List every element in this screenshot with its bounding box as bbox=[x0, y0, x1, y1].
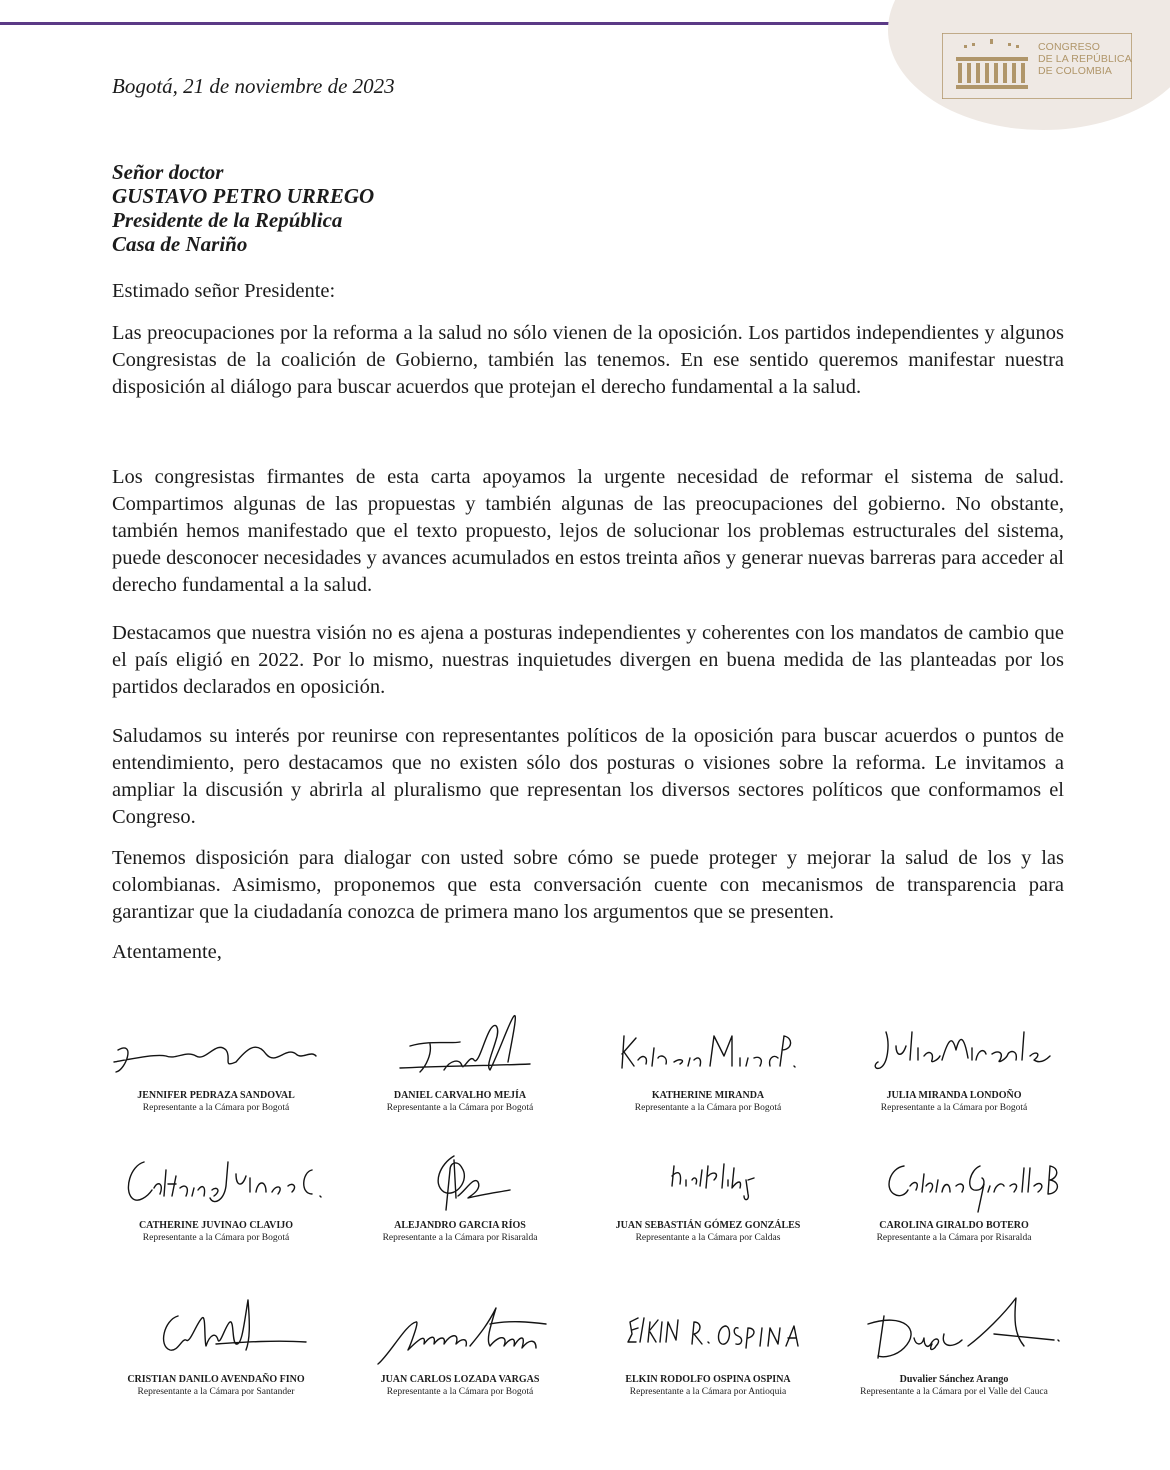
signature-image bbox=[350, 1294, 570, 1374]
body-paragraph: Los congresistas firmantes de esta carta apoyamos la urgente necesidad de reformar el sistema de salud. Compartimos algunas de las propuestas y también algunas de las preocupaciones del gobierno. No obstante, también hemos manifestado que el texto propuesto, lejos de solucionar los problemas estructurales del sistema, puede desconocer necesidades y avances acumulados en estos treinta años y generar nuevas barreras para acceder al derecho fundamental a la salud. bbox=[112, 466, 1064, 596]
signatory-name: ALEJANDRO GARCIA RÍOS bbox=[394, 1220, 526, 1231]
signatory-role: Representante a la Cámara por Bogotá bbox=[386, 1103, 534, 1113]
signatory-role: Representante a la Cámara por Antioquia bbox=[629, 1387, 787, 1397]
signature-block bbox=[96, 1140, 336, 1244]
signature-block bbox=[96, 1294, 336, 1398]
signature-image bbox=[844, 1010, 1064, 1090]
signatory-name: KATHERINE MIRANDA bbox=[651, 1090, 765, 1101]
signatory-name: CRISTIAN DANILO AVENDAÑO FINO bbox=[127, 1374, 305, 1385]
signatory-role: Representante a la Cámara por Caldas bbox=[635, 1233, 781, 1243]
closing: Atentamente, bbox=[112, 941, 222, 963]
signature-block bbox=[834, 1294, 1074, 1398]
signatory-role: Representante a la Cámara por Risaralda bbox=[876, 1233, 1032, 1243]
header-accent-line bbox=[0, 22, 895, 25]
signature-image bbox=[106, 1294, 326, 1374]
signature-image bbox=[350, 1010, 570, 1090]
signature-image bbox=[598, 1294, 818, 1374]
signature-block bbox=[834, 1140, 1074, 1244]
signatory-role: Representante a la Cámara por Bogotá bbox=[142, 1233, 290, 1243]
addressee-line: Señor doctor bbox=[112, 160, 224, 184]
signatory-name: JULIA MIRANDA LONDOÑO bbox=[886, 1090, 1022, 1101]
signature-image bbox=[844, 1294, 1064, 1374]
signature-image bbox=[598, 1140, 818, 1220]
signature-image bbox=[350, 1140, 570, 1220]
signatory-role: Representante a la Cámara por Bogotá bbox=[634, 1103, 782, 1113]
signature-block bbox=[588, 1294, 828, 1398]
logo-line: CONGRESO bbox=[1038, 41, 1101, 53]
signature-image bbox=[598, 1010, 818, 1090]
logo-line: DE COLOMBIA bbox=[1038, 65, 1113, 77]
signature-block bbox=[340, 1140, 580, 1244]
signatory-name: DANIEL CARVALHO MEJÍA bbox=[393, 1090, 527, 1101]
addressee-line: GUSTAVO PETRO URREGO bbox=[112, 184, 375, 208]
signatory-role: Representante a la Cámara por Bogotá bbox=[142, 1103, 290, 1113]
body-paragraph: Tenemos disposición para dialogar con usted sobre cómo se puede proteger y mejorar la salud de los y las colombianas. Asimismo, proponemos que esta conversación cuente con mecanismos de transparencia para garantizar que la ciudadanía conozca de primera mano los argumentos que se presenten. bbox=[112, 847, 1064, 923]
signature-image bbox=[106, 1010, 326, 1090]
signature-block bbox=[588, 1140, 828, 1244]
signatory-role: Representante a la Cámara por el Valle del Cauca bbox=[860, 1387, 1048, 1397]
addressee-line: Presidente de la República bbox=[112, 208, 343, 232]
signatory-name: CATHERINE JUVINAO CLAVIJO bbox=[138, 1220, 294, 1231]
signature-block bbox=[588, 1010, 828, 1114]
signatory-name: JENNIFER PEDRAZA SANDOVAL bbox=[137, 1090, 295, 1101]
signatory-role: Representante a la Cámara por Risaralda bbox=[382, 1233, 538, 1243]
signatory-name: CAROLINA GIRALDO BOTERO bbox=[879, 1220, 1029, 1231]
signature-image bbox=[106, 1140, 326, 1220]
signatory-name: JUAN CARLOS LOZADA VARGAS bbox=[380, 1374, 540, 1385]
body-paragraph: Destacamos que nuestra visión no es ajena a posturas independientes y coherentes con los mandatos de cambio que el país eligió en 2022. Por lo mismo, nuestras inquietudes divergen en buena medida de las planteadas por los partidos declarados en oposición. bbox=[112, 622, 1064, 698]
signatory-role: Representante a la Cámara por Santander bbox=[137, 1387, 295, 1397]
signature-block bbox=[340, 1010, 580, 1114]
addressee-line: Casa de Nariño bbox=[112, 232, 248, 256]
signatory-name: Duvalier Sánchez Arango bbox=[899, 1374, 1009, 1385]
logo-line: DE LA REPÚBLICA bbox=[1038, 53, 1132, 65]
signatory-role: Representante a la Cámara por Bogotá bbox=[880, 1103, 1028, 1113]
congress-logo-text bbox=[1038, 41, 1132, 77]
letter-date: Bogotá, 21 de noviembre de 2023 bbox=[112, 74, 395, 98]
addressee-block bbox=[112, 160, 374, 256]
congress-logo bbox=[942, 33, 1132, 99]
salutation: Estimado señor Presidente: bbox=[112, 280, 336, 302]
signature-block bbox=[834, 1010, 1074, 1114]
body-paragraph: Las preocupaciones por la reforma a la salud no sólo vienen de la oposición. Los partidos independientes y algunos Congresistas de la coalición de Gobierno, también las tenemos. En ese sentido queremos manifestar nuestra disposición al diálogo para buscar acuerdos que protejan el derecho fundamental a la salud. bbox=[112, 322, 1064, 398]
body-paragraph: Saludamos su interés por reunirse con representantes políticos de la oposición para buscar acuerdos o puntos de entendimiento, pero destacamos que no existen sólo dos posturas o visiones sobre la reforma. Le invitamos a ampliar la discusión y abrirla al pluralismo que representan los diversos sectores políticos que conformamos el Congreso. bbox=[112, 725, 1064, 828]
signature-block bbox=[96, 1010, 336, 1114]
signature-block bbox=[340, 1294, 580, 1398]
signatory-name: JUAN SEBASTIÁN GÓMEZ GONZÁLES bbox=[615, 1220, 801, 1231]
signature-image bbox=[844, 1140, 1064, 1220]
signatory-role: Representante a la Cámara por Bogotá bbox=[386, 1387, 534, 1397]
signatory-name: ELKIN RODOLFO OSPINA OSPINA bbox=[625, 1374, 791, 1385]
